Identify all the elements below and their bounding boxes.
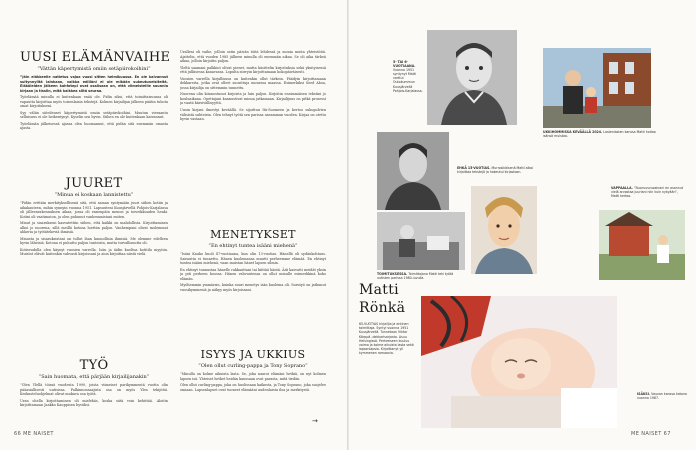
caption-text: ”Nuoruusvuosinani en osannut vielä arvostaa juuriani niin kuin nykyään”, Matti kertoo.	[611, 186, 684, 199]
paragraph: Myöhemmin ymmärsin, kuinka suuri menetys isän kuolema oli. Surutyö on jatkunut vuosikymmeniä ja näkyy myös kirjoissani.	[180, 283, 326, 292]
column-1-top	[20, 75, 168, 171]
paragraph: Uusin kirjani ilmestyi keväällä. Se sijoittuu Itä-Suomeen ja kertoo sukupolvien välisistä suhteista. Olen tehnyt työtä sen parissa useamman vuoden. Kirjaa on otettu hyvin vastaan.	[180, 108, 326, 122]
paragraph: ”Pidän erittäin merkityksellisenä sitä, että saman syntymään juuri siihen kotiin ja aikakauteen, mihin synnyin vuonna 1951. Lapsuuteni Kuusjärvellä Pohjois-Karjalassa oli jälleenrakennuksen aikaa, jossa oli ennenpäin menon ja toiveikkuuden henki. Kotini oli vaatimaton, ja olen puhunut vanhemmistani eniten.	[20, 201, 168, 219]
photo-youth-colour	[471, 186, 537, 274]
caption-label: UKKIHOMMISSA KEVÄÄLLÄ 2024.	[543, 130, 603, 134]
column-2-middle	[180, 252, 326, 340]
paragraph: ”Jäin eläkkeelle natietus vajaa vuosi sitten helmikuussa. En ole kaivannut suitynnyiltä lainkaan, vaikka edilläni ei ole mikään sukeutuneisiteltä. Eläköleiden jälkeen kahfotepi ovat osallsaan on, että viimeisteille suunnia kirjaan ja tissiin, mitä kaikkea siitä seuraa.	[20, 75, 168, 93]
caption-newsroom	[377, 272, 465, 280]
photo-grandfather-spring	[543, 48, 651, 128]
paragraph: Minusta ja sisaruksistani on tullut ihan kunnollisia ihmisiä. Me olemme edelleen hyvin läheisiä. Kotona ei puhuttu paljon tunteista, mutta turvallisuutta oli.	[20, 236, 168, 246]
photo-childhood-portrait	[427, 30, 517, 125]
vappu-illustration	[599, 210, 685, 280]
paragraph: Syy väliin säteileuset käpertymistä omiin setäpiirokoihini. Muutun vieraantu selluisuus ei ole heikentynyt. Kyselin sen hyvin. Siihen en ole kuitenkaan kaivannut.	[20, 110, 168, 120]
caption-grandfather	[543, 130, 663, 138]
caption-teenager	[457, 166, 535, 174]
photo-vappu	[599, 210, 685, 280]
caption-fatherhood	[637, 392, 689, 400]
child-portrait-illustration	[427, 30, 517, 125]
photo-baby	[421, 296, 617, 428]
paragraph: Olen ollut curling-pappa, joka on huolissaan kaikesta, ja Tony Soprano, joka suojelee omiaan. Lapsenlapset ovat tuoneet elämääni uudenlaista iloa ja merkitystä.	[180, 383, 326, 392]
paragraph: En ehtinyt tunnustaa hänelle rakkauttani tai kiittää häntä. Äiti kasvatti meidät yksin ja piti perheen koossa. Hänen vahvuutensa on ollut minulle esimerkkinä koko elämän.	[180, 267, 326, 281]
caption-text: Murrosikäisenä Matti alkoi kirjoittaa tekstejä ja hakeutui kirjastoon.	[457, 166, 534, 175]
subheading-juuret: ”Minua ei koskaan lannistettu”	[54, 192, 134, 198]
photo-newsroom	[377, 212, 465, 270]
heading-isyys-ja-ukkius: ISYYS JA UKKIUS	[200, 348, 306, 361]
newsroom-illustration	[377, 212, 465, 270]
photo-teenager	[377, 132, 449, 210]
caption-label: EHKÄ 15-VUOTIAS.	[457, 166, 491, 170]
column-2-bottom	[180, 372, 326, 420]
paragraph: Uran ohella kirjoittaminen oli mielekäs, koska siitä voin kehittää. Aloitin kirjoittamaan Jaakko Kauppisen hyväksi.	[20, 398, 168, 408]
footer-left: 66 ME NAISET	[14, 431, 54, 437]
caption-childhood	[393, 60, 423, 93]
profile-name-last: Rönkä	[359, 300, 406, 316]
profile-name-first: Matti	[359, 282, 399, 298]
paragraph: ”Isäni Kauko kuoli 47-vuotiaana, kun olin 13-vuotias. Hänellä oli sydänkohtaus. Sairautta ei tunnettu. Hänen kuolemansa muutti perheemme elämää. En ehtinyt tuntea isääni miehenä, vaan muistan hänet lapsen silmin.	[180, 252, 326, 266]
footer-right: ME NAISET 67	[631, 431, 671, 437]
paragraph: Uralleni oli vaihe, jolloin ostin päivän töitä lehdessä ja monia muita yhteistöitä. Ajattelin, että vuoden 1985 jälkeen minulla oli enemmän aikaa. Se oli aika tärkeä aikaa, jolloin kirjoitin paljon.	[180, 50, 326, 64]
caption-label: VAPPAALLA.	[611, 186, 633, 190]
caption-text: Vuonna 1951 syntynyt Matti varttui Outokummun Kuusjärvellä Pohjois-Karjalassa.	[393, 68, 423, 93]
caption-text: Lastenlasten kanssa Matti hoitaa isänsä muistoa.	[543, 130, 656, 139]
baby-illustration	[421, 296, 617, 428]
subheading-menetykset: ”En ehtinyt tuntea isääni miehenä”	[208, 243, 298, 249]
profile-bio: 65-VUOTIAS kirjailija ja entinen toimittaja. Syntyi vuonna 1951 Kuusjärvellä. Tunnetaan Viktor Kärppä -dekkarisarjasta. Asuu Helsingissä. Perheeseen kuuluu vaimo ja kolme aikuista lasta sekä lapsenlapsia. Kirjoittanyt yli kymmenen romaania.	[359, 322, 414, 356]
subheading-isyys-ja-ukkius: ”Olen ollut curling-pappa ja Tony Soprano”	[198, 363, 308, 369]
paragraph: Kotiseudulla olen käynyt vuosien varrella. Isän ja äidin kuoltua kotitila myytiin. Muistot elävät kuitenkin vahvasti kirjoissani ja aion kirjoittaa niistä vielä.	[20, 247, 168, 257]
left-page	[0, 0, 347, 450]
caption-vappu	[611, 186, 687, 198]
column-1-bottom	[20, 383, 168, 427]
teen-portrait-illustration	[377, 132, 449, 210]
paragraph: Työelämän jälkeisessä ajassa olen huomannut, että pidän sitä enemmän omasta ajasta.	[20, 121, 168, 131]
subheading-uusi-elamanvaihe: ”Vättän käpertymistä omiin setäpiirokoihini”	[37, 66, 151, 72]
paragraph: Minut ja sisarukseni kasvatettiin siihen, että kaikki on mahdollista. Kirjoittaminen alkoi jo nuorena, sillä meillä kotona luettiin paljon. Vanhempani olivat molemmat ahkeria ja työtätekeviä ihmisiä.	[20, 221, 168, 235]
youth-portrait-illustration	[471, 186, 537, 274]
paragraph: Nuorena olin kiinnostunut kirjoista ja luin paljon. Kirjoitin ensimmäisen tekstini jo kouluaikana. Opettajani kannustivat minua jatkamaan. Kirjailijuus on pitkä prosessi ja vaatii kärsivällisyyttä.	[180, 92, 326, 106]
subheading-tyo: ”Sain huomata, että pärjään kirjailijanakin”	[38, 374, 150, 380]
heading-juuret: JUURET	[65, 176, 123, 191]
caption-label: 5- TAI 6-VUOTIAANA.	[393, 60, 416, 69]
paragraph: Työelämää minulla ei kuitenkaan enää ole. Pidin siksi, että toimittaisuussa oli vapautta kirjoittaa myös toisenlaisia tekstejä. Kolmen kirjailijan jälkeen päätin tuhota omat kirjoitukseni.	[20, 95, 168, 109]
column-1-middle	[20, 201, 168, 353]
paragraph: ”Olen Ylellä töissä vuodesta 1990, joista viimeiset parikymmentä vuotta olin pääasiallisesti uutisissa. Palkinnonsaajista osa on myös Ylen tekijöitä. Keskusteluohjelmat olivat mukava osa työtä.	[20, 383, 168, 397]
paragraph: Vuosien varrella kirjallisuus on kuitenkin ollut tärkein. Päädyin kirjoittamaan dekkareita, jotka ovat olleet suosittuja monessa maassa. Esimerkiksi Seed Aboa, jossa kirjailija on sittemmin tunnettu.	[180, 76, 326, 90]
right-page	[349, 0, 696, 450]
caption-label: TOIMITUKSESSA.	[377, 272, 408, 276]
column-2-top	[180, 50, 326, 225]
heading-menetykset: MENETYKSET	[210, 228, 296, 241]
heading-tyo: TYÖ	[79, 358, 109, 373]
caption-label: ISÄKSI.	[637, 392, 651, 396]
heading-uusi-elamanvaihe: UUSI ELÄMÄNVAIHE	[20, 50, 171, 65]
grandfather-scene-illustration	[543, 48, 651, 128]
continue-arrow-icon: →	[312, 417, 318, 425]
paragraph: Yleltä saamani palkkiot olivat pienet, mutta käsittelin kirjoituksia sekä yksityisessä että julkisessa kanavassa. Lopulta siirryin kirjoittamaan kokopäiväisesti.	[180, 65, 326, 75]
caption-text: Toimittajana Matti teki työtä uutisten parissa 1980-luvulla.	[377, 272, 454, 281]
paragraph: ”Minulla on kolme aikuista lasta. Se, joka nauroi elämäni hetkiä, on nyt kolmen lapsen isä. Yhteiset hetket heidän kanssaan ovat parasta, mitä tiedän.	[180, 372, 326, 381]
caption-text: Vauvan kanssa kotona vuonna 1987.	[637, 392, 687, 401]
